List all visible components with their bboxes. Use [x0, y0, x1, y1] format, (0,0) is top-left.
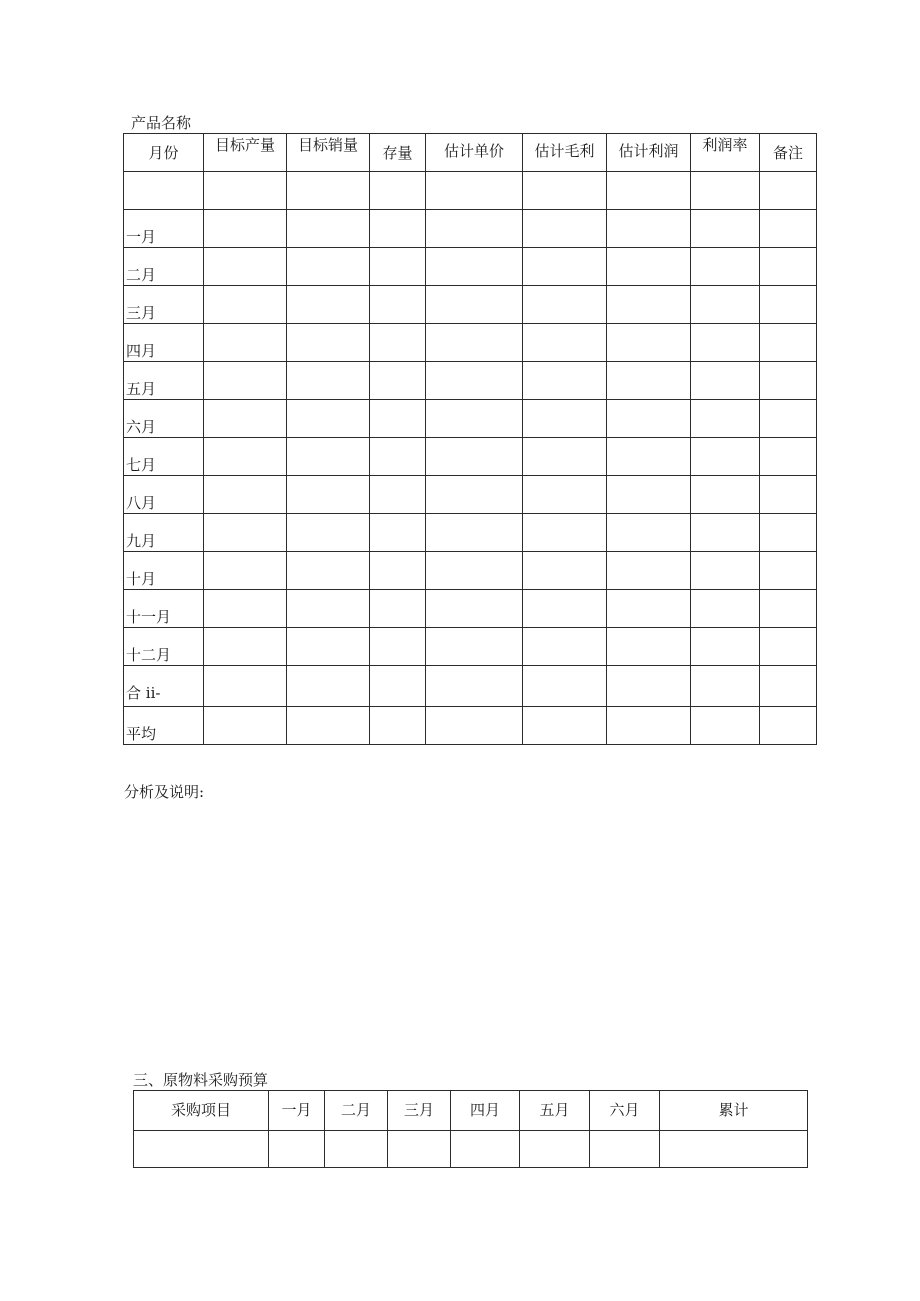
header-target-output: 目标产量 — [204, 134, 287, 172]
row-label: 四月 — [124, 324, 204, 362]
row-label: 九月 — [124, 514, 204, 552]
row-label: 七月 — [124, 438, 204, 476]
table-row — [124, 438, 817, 476]
header-est-profit: 估计利润 — [607, 134, 691, 172]
table-row — [124, 248, 817, 286]
table-row — [124, 514, 817, 552]
header-month: 月份 — [124, 134, 204, 172]
header-month: 三月 — [388, 1091, 451, 1131]
row-label — [124, 172, 204, 210]
header-profit-rate: 利润率 — [691, 134, 760, 172]
row-label: 十二月 — [124, 628, 204, 666]
table-row — [124, 324, 817, 362]
header-est-gross-profit: 估计毛利 — [523, 134, 607, 172]
header-month: 二月 — [325, 1091, 388, 1131]
product-name-label: 产品名称 — [131, 114, 192, 132]
table-row — [124, 400, 817, 438]
analysis-label: 分析及说明: — [124, 783, 205, 801]
table-row — [124, 476, 817, 514]
header-month: 六月 — [590, 1091, 660, 1131]
table-row — [124, 172, 817, 210]
header-est-unit-price: 估计单价 — [426, 134, 523, 172]
table-row — [124, 707, 817, 745]
header-month: 五月 — [520, 1091, 590, 1131]
row-label: 平均 — [124, 707, 204, 745]
row-label: 二月 — [124, 248, 204, 286]
header-month: 四月 — [451, 1091, 520, 1131]
purchase-budget-table — [133, 1090, 808, 1168]
row-label: 一月 — [124, 210, 204, 248]
row-label: 十月 — [124, 552, 204, 590]
table-row — [124, 590, 817, 628]
row-label: 六月 — [124, 400, 204, 438]
header-cumulative: 累计 — [660, 1091, 808, 1131]
row-label: 八月 — [124, 476, 204, 514]
row-label: 五月 — [124, 362, 204, 400]
header-purchase-item: 采购项目 — [134, 1091, 269, 1131]
table-row — [124, 552, 817, 590]
header-stock: 存量 — [370, 134, 426, 172]
sales-target-table — [123, 133, 817, 745]
table-row — [134, 1131, 808, 1168]
table-row — [124, 628, 817, 666]
table-row — [124, 210, 817, 248]
table-header-row — [124, 134, 817, 172]
row-label: 十一月 — [124, 590, 204, 628]
header-target-sales: 目标销量 — [287, 134, 370, 172]
row-label: 合 ii- — [124, 666, 204, 707]
purchase-header-row — [134, 1091, 808, 1131]
header-remarks: 备注 — [760, 134, 817, 172]
table-row — [124, 362, 817, 400]
table-row — [124, 286, 817, 324]
table-row — [124, 666, 817, 707]
row-label: 三月 — [124, 286, 204, 324]
header-month: 一月 — [269, 1091, 325, 1131]
purchase-section-title: 三、原物料采购预算 — [133, 1071, 269, 1089]
